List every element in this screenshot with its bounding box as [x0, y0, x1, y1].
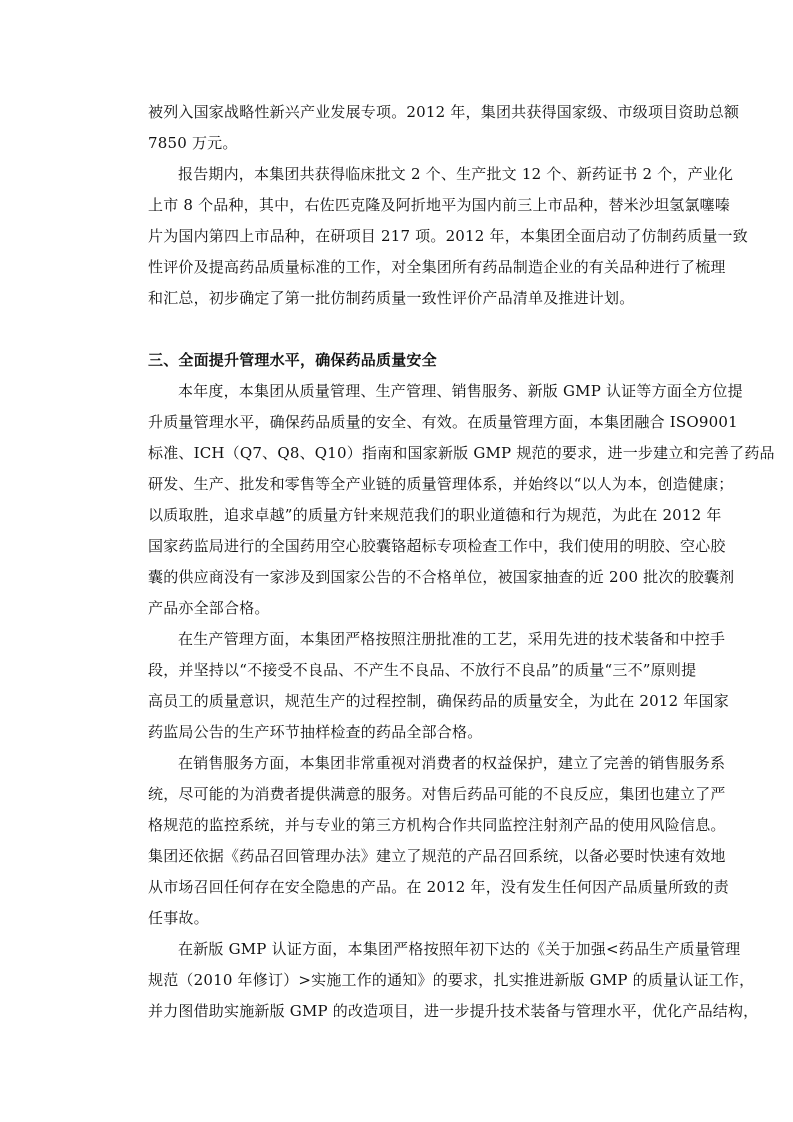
text-line: 国家药监局进行的全国药用空心胶囊铬超标专项检查工作中，我们使用的明胶、空心胶: [148, 537, 726, 555]
text-line: 统，尽可能的为消费者提供满意的服务。对售后药品可能的不良反应，集团也建立了严: [148, 785, 726, 803]
text-line: 高员工的质量意识，规范生产的过程控制，确保药品的质量安全，为此在 2012 年国家: [148, 692, 729, 710]
text-line: 从市场召回任何存在安全隐患的产品。在 2012 年，没有发生任何因产品质量所致的责: [148, 878, 729, 896]
text-line: 升质量管理水平，确保药品质量的安全、有效。在质量管理方面，本集团融合 ISO9001: [148, 413, 738, 431]
text-line: 上市 8 个品种，其中，右佐匹克隆及阿折地平为国内前三上市品种，替米沙坦氢氯噻嗪: [148, 196, 731, 214]
text-line: 和汇总，初步确定了第一批仿制药质量一致性评价产品清单及推进计划。: [148, 289, 635, 307]
text-line: 任事故。: [148, 909, 209, 927]
blank-line: [148, 314, 681, 345]
section-heading: 三、全面提升管理水平，确保药品质量安全: [148, 351, 437, 369]
text-line: 报告期内，本集团共获得临床批文 2 个、生产批文 12 个、新药证书 2 个，产业化: [178, 165, 734, 183]
text-line: 片为国内第四上市品种，在研项目 217 项。2012 年，本集团全面启动了仿制药质量一致: [148, 227, 748, 245]
text-line: 以质取胜，追求卓越”的质量方针来规范我们的职业道德和行为规范，为此在 2012 年: [148, 506, 722, 524]
text-line: 标准、ICH（Q7、Q8、Q10）指南和国家新版 GMP 规范的要求，进一步建立和完善了药品: [148, 444, 775, 462]
text-line: 格规范的监控系统，并与专业的第三方机构合作共同监控注射剂产品的使用风险信息。: [148, 816, 726, 834]
text-line: 研发、生产、批发和零售等全产业链的质量管理体系，并始终以“以人为本，创造健康；: [148, 475, 734, 493]
text-line: 囊的供应商没有一家涉及到国家公告的不合格单位，被国家抽查的近 200 批次的胶囊剂: [148, 568, 735, 586]
text-line: 规范（2010 年修订）>实施工作的通知》的要求，扎实推进新版 GMP 的质量认证工作，: [148, 971, 755, 989]
text-line: 并力图借助实施新版 GMP 的改造项目，进一步提升技术装备与管理水平，优化产品结构，: [148, 1002, 759, 1020]
text-line: 集团还依据《药品召回管理办法》建立了规范的产品召回系统，以备必要时快速有效地: [148, 847, 726, 865]
text-line: 7850 万元。: [148, 134, 238, 152]
text-line: 在新版 GMP 认证方面，本集团严格按照年初下达的《关于加强<药品生产质量管理: [178, 940, 741, 958]
text-line: 本年度，本集团从质量管理、生产管理、销售服务、新版 GMP 认证等方面全方位提: [178, 382, 743, 400]
text-line: 被列入国家战略性新兴产业发展专项。2012 年，集团共获得国家级、市级项目资助总额: [148, 103, 740, 121]
text-line: 性评价及提高药品质量标准的工作，对全集团所有药品制造企业的有关品种进行了梳理: [148, 258, 726, 276]
text-line: 在销售服务方面，本集团非常重视对消费者的权益保护，建立了完善的销售服务系: [178, 754, 726, 772]
document-body: [148, 97, 775, 1027]
text-line: 产品亦全部合格。: [148, 599, 270, 617]
text-line: 药监局公告的生产环节抽样检查的药品全部合格。: [148, 723, 483, 741]
text-line: 在生产管理方面，本集团严格按照注册批准的工艺，采用先进的技术装备和中控手: [178, 630, 726, 648]
text-line: 段，并坚持以“不接受不良品、不产生不良品、不放行不良品”的质量“三不”原则提: [148, 661, 697, 679]
